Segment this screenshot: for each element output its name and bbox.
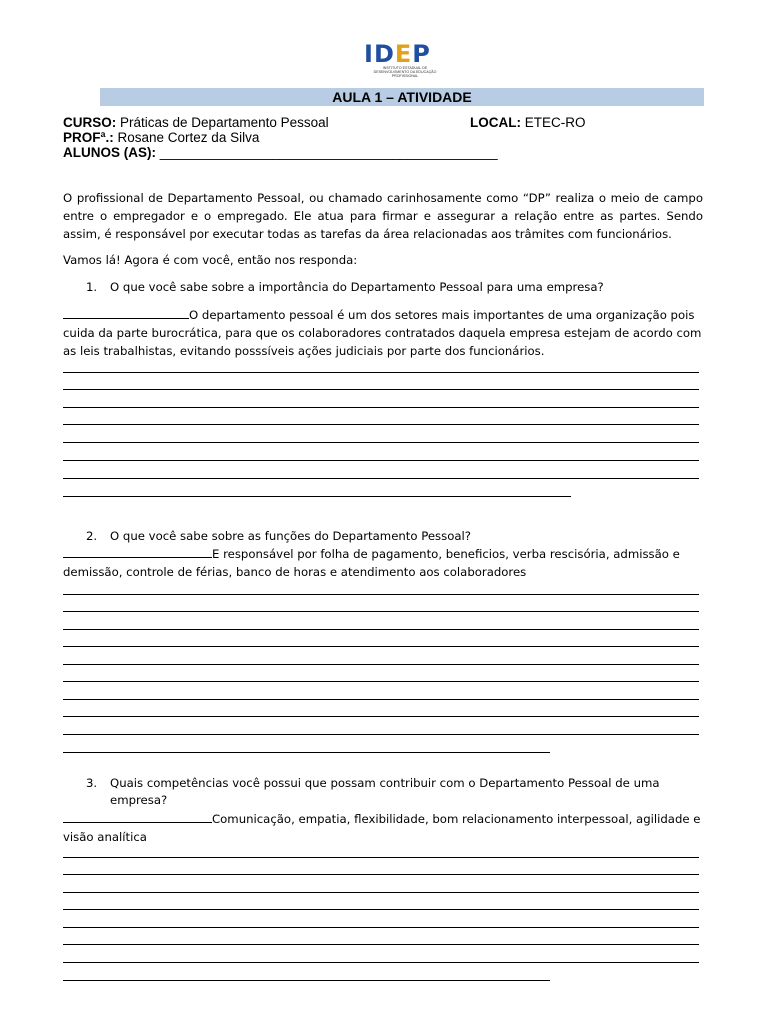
answer-line[interactable] bbox=[63, 874, 699, 875]
question-text-continued: empresa? bbox=[110, 793, 168, 807]
answer-line[interactable] bbox=[63, 699, 699, 700]
answer-line[interactable] bbox=[63, 646, 699, 647]
curso-label: CURSO: bbox=[63, 115, 117, 130]
local-label: LOCAL: bbox=[470, 115, 521, 130]
answer-2[interactable] bbox=[63, 545, 703, 581]
question-text: O que você sabe sobre a importância do Departamento Pessoal para uma empresa? bbox=[110, 280, 604, 294]
question-3 bbox=[86, 775, 706, 807]
alunos-field[interactable] bbox=[63, 145, 498, 161]
question-number: 3. bbox=[86, 776, 98, 790]
answer-line[interactable] bbox=[63, 909, 699, 910]
answer-line[interactable] bbox=[63, 629, 699, 630]
answer-text: E responsável por folha de pagamento, beneficios, verba rescisória, admissão e demissão, controle de férias, banco de horas e atendimento aos colaboradores bbox=[63, 547, 680, 579]
question-1 bbox=[86, 279, 706, 295]
answer-line[interactable] bbox=[63, 460, 699, 461]
answer-line[interactable] bbox=[63, 734, 699, 735]
page-title: AULA 1 – ATIVIDADE bbox=[100, 88, 704, 106]
answer-line[interactable] bbox=[63, 478, 699, 479]
answer-line[interactable] bbox=[63, 496, 571, 497]
logo-text: IDEP bbox=[364, 40, 431, 68]
answer-line[interactable] bbox=[63, 372, 699, 373]
answer-blank bbox=[63, 547, 212, 558]
answer-text: Comunicação, empatia, flexibilidade, bom relacionamento interpessoal, agilidade e visão analítica bbox=[63, 812, 701, 844]
answer-line[interactable] bbox=[63, 389, 699, 390]
answer-line[interactable] bbox=[63, 962, 699, 963]
answer-text: O departamento pessoal é um dos setores mais importantes de uma organização pois cuida da parte burocrática, para que os colaboradores contratados daquela empresa estejam de acordo com as leis trabalhistas, evitando posssíveis ações judiciais por parte dos funcionários. bbox=[63, 308, 702, 358]
answer-3[interactable] bbox=[63, 810, 703, 846]
question-2 bbox=[86, 528, 706, 544]
answer-line[interactable] bbox=[63, 594, 699, 595]
question-number: 2. bbox=[86, 529, 98, 543]
answer-1[interactable] bbox=[63, 306, 703, 360]
answer-line[interactable] bbox=[63, 980, 550, 981]
question-number: 1. bbox=[86, 280, 98, 294]
idep-logo bbox=[364, 42, 440, 76]
answer-line[interactable] bbox=[63, 716, 699, 717]
logo-subtitle: INSTITUTO ESTADUAL DE DESENVOLVIMENTO DA EDUCAÇÃO PROFISSIONAL bbox=[373, 66, 437, 78]
answer-line[interactable] bbox=[63, 944, 699, 945]
prof-value: Rosane Cortez da Silva bbox=[117, 130, 260, 145]
answer-line[interactable] bbox=[63, 424, 699, 425]
answer-line[interactable] bbox=[63, 927, 699, 928]
local-value: ETEC-RO bbox=[524, 115, 586, 130]
answer-line[interactable] bbox=[63, 442, 699, 443]
answer-blank bbox=[63, 812, 212, 823]
answer-line[interactable] bbox=[63, 752, 550, 753]
answer-line[interactable] bbox=[63, 407, 699, 408]
alunos-line[interactable]: _____________________________________________ bbox=[159, 145, 498, 160]
alunos-label: ALUNOS (AS): bbox=[63, 145, 156, 160]
answer-line[interactable] bbox=[63, 611, 699, 612]
answer-line[interactable] bbox=[63, 857, 699, 858]
question-text: O que você sabe sobre as funções do Departamento Pessoal? bbox=[110, 529, 471, 543]
answer-line[interactable] bbox=[63, 681, 699, 682]
curso-value: Práticas de Departamento Pessoal bbox=[120, 115, 329, 130]
prompt-text: Vamos lá! Agora é com você, então nos responda: bbox=[63, 253, 358, 267]
answer-line[interactable] bbox=[63, 892, 699, 893]
prof-field bbox=[63, 130, 259, 146]
prof-label: PROFª.: bbox=[63, 130, 114, 145]
curso-field bbox=[63, 115, 329, 131]
answer-line[interactable] bbox=[63, 664, 699, 665]
answer-blank bbox=[63, 308, 189, 319]
question-text: Quais competências você possui que possam contribuir com o Departamento Pessoal de uma bbox=[110, 776, 660, 790]
local-field bbox=[470, 115, 586, 131]
intro-paragraph: O profissional de Departamento Pessoal, ou chamado carinhosamente como “DP” realiza o meio de campo entre o empregador e o empregado. Ele atua para firmar e assegurar a relação entre as partes. Sendo assim, é responsável por executar todas as tarefas da área relacionadas aos trâmites com funcionários. bbox=[63, 191, 703, 241]
